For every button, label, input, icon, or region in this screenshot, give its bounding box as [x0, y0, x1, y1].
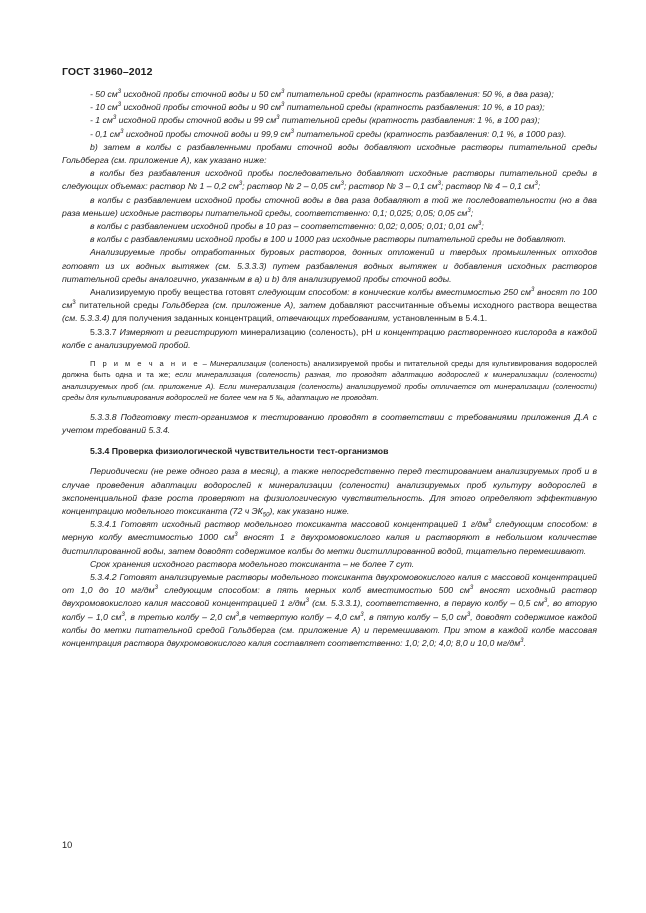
- dilution-line-1: - 1 $см^3$ исходной пробы сточной воды и 99 $см^3$ питательной среды (кратность разбавления: 1 %, в 100 раз);: [90, 115, 540, 126]
- dilution-line-10: - 10 $см^3$ исходной пробы сточной воды и 90 $см^3$ питательной среды (кратность разбавления: 10 %, в 10 раз);: [90, 102, 545, 113]
- paragraph-drilling-fluids: Анализируемые пробы отработанных буровых растворов, донных отложений и твердых промышленных отходов готовят из их водных вытяжек (см. 5.3.3.3) путем разбавления водных вытяжек и добавления исходных растворов питательной среды аналогично, указанным в а) и b) для анализируемой пробы сточной воды.: [62, 247, 597, 284]
- paragraph-substance-prep: Анализируемую пробу вещества готовят следующим способом: в конические колбы вместимостью 250 $см^3$ вносят по 100 $см^3$ питательной среды Гольдберга (см. приложение А), затем добавляют рассчитанные объемы исходного раствора вещества (см. 5.3.3.4) для получения заданных концентраций, отвечающих требованиям, установленным в 5.4.1.: [62, 287, 598, 324]
- medium-volumes-undiluted: в колбы без разбавления исходной пробы последовательно добавляют исходные растворы питательной среды в следующих объемах: раствор № 1 – 0,2 $см^3$; раствор № 2 – 0,05 $см^3$; раствор № 3 – 0,1 $см^3$; раствор № 4 – 0,1 $см^3$;: [62, 168, 597, 192]
- paragraph-periodic-check: Периодически (не реже одного раза в месяц), а также непосредственно перед тестированием анализируемых проб и в случае проведения адаптации водорослей к минерализации (солености) анализируемых проб культуру водорослей в экспоненциальной фазе роста проверяют на физиологическую чувствительность. Для этого определяют эффективную концентрацию модельного токсиканта (72 ч $ЭК_{50}$), как указано ниже.: [62, 466, 597, 519]
- medium-volumes-two-fold: в колбы с разбавлением исходной пробы сточной воды в два раза добавляют в той же последовательности (но в два раза меньше) исходные растворы питательной среды, соответственно: 0,1; 0,025; 0,05; 0,05 $см^3$;: [62, 194, 597, 218]
- note-salinity: П р и м е ч а н и е – Минерализация (соленость) анализируемой пробы и питательной среды для культивирования водорослей должна быть одна и та же; если минерализация (соленость) разная, то проводят адаптацию водорослей к минерализации (солености) анализируемых проб (см. приложение А). Если минерализация (соленость) анализируемой пробы отличается от минерализации (солености) среды для культивирования водорослей не более чем на 5 ‰, адаптацию не проводят.: [62, 359, 597, 402]
- section-title-5-3-4: 5.3.4 Проверка физиологической чувствительности тест-организмов: [90, 446, 389, 457]
- page-number: 10: [62, 840, 73, 850]
- page-body: [62, 88, 597, 650]
- medium-volumes-ten-fold: в колбы с разбавлением исходной пробы в 10 раз – соответственно: 0,02; 0,005; 0,01; 0,01 $см^3$;: [90, 221, 484, 232]
- medium-volumes-none: в колбы с разбавлениями исходной пробы в 100 и 1000 раз исходные растворы питательной среды не добавляют.: [90, 234, 567, 245]
- clause-5-3-4-2: 5.3.4.2 Готовят анализируемые растворы модельного токсиканта двухромовокислого калия с массовой концентрацией от 1,0 до 10 $мг/дм^3$ следующим способом: в пять мерных колб вместимостью 500 $см^3$ вносят исходный раствор двухромовокислого калия массовой концентрацией 1 $г/дм^3$ (см. 5.3.3.1), соответственно, в первую колбу – 0,5 $см^3$, во вторую колбу – 1,0 $см^3$, в третью колбу – 2,0 $см^3,в$ четвертую колбу – 4,0 $см^3$, в пятую колбу – 5,0 $см^3$, доводят содержимое каждой колбы до метки питательной средой Гольдберга (см. приложение А) и перемешивают. При этом в каждой колбе массовая концентрация раствора двухромовокислого калия составляет соответственно: 1,0; 2,0; 4,0; 8,0 и 10,0 $мг/дм^3$.: [62, 572, 597, 649]
- clause-5-3-3-8: 5.3.3.8 Подготовку тест-организмов к тестированию проводят в соответствии с требованиями приложения Д.А с учетом требований 5.3.4.: [62, 411, 597, 436]
- clause-5-3-4-1: 5.3.4.1 Готовят исходный раствор модельного токсиканта массовой концентрацией 1 $г/дм^3$ следующим способом: в мерную колбу вместимостью 1000 $см^3$ вносят 1 г двухромовокислого калия и растворяют в небольшом количестве дистиллированной воды, затем доводят содержимое колбы до метки дистиллированной водой, тщательно перемешивают.: [62, 519, 597, 556]
- dilution-line-50: - 50 $см^3$ исходной пробы сточной воды и 50 $см^3$ питательной среды (кратность разбавления: 50 %, в два раза);: [90, 89, 554, 99]
- paragraph-storage-time: Срок хранения исходного раствора модельного токсиканта – не более 7 сут.: [90, 558, 415, 569]
- document-header: ГОСТ 31960–2012: [62, 66, 153, 78]
- dilution-line-0-1: - 0,1 $см^3$ исходной пробы сточной воды и 99,9 $см^3$ питательной среды (кратность разбавления: 0,1 %, в 1000 раз).: [90, 128, 567, 139]
- paragraph-b: b) затем в колбы с разбавленными пробами сточной воды добавляют исходные растворы питательной среды Гольдберга (см. приложение А), как указано ниже:: [62, 141, 597, 166]
- clause-5-3-3-7: 5.3.3.7 Измеряют и регистрируют минерализацию (соленость), pH и концентрацию растворенного кислорода в каждой колбе с анализируемой пробой.: [62, 326, 597, 350]
